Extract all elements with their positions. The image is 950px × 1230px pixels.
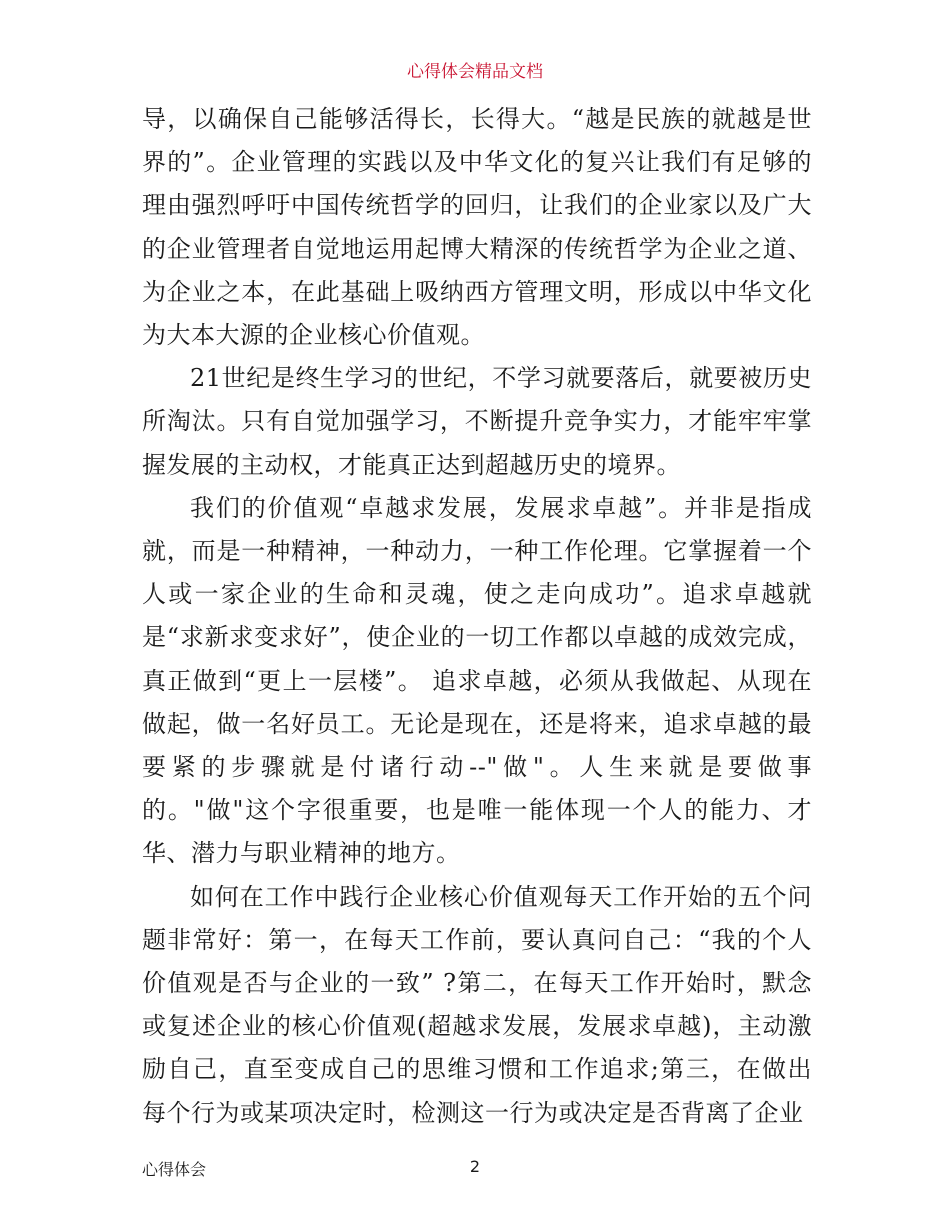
footer-page-number: 2 (469, 1157, 481, 1176)
paragraph-continuation: 导，以确保自己能够活得长，长得大。“越是民族的就越是世界的”。企业管理的实践以及中华文化的复兴让我们有足够的理由强烈呼吁中国传统哲学的回归，让我们的企业家以及广大的企业管理者自觉地运用起博大精深的传统哲学为企业之道、为企业之本，在此基础上吸纳西方管理文明，形成以中华文化为大本大源的企业核心价值观。 (142, 105, 812, 350)
footer-label: 心得体会 (142, 1160, 207, 1179)
page-header-title: 心得体会精品文档 (407, 62, 543, 82)
document-body (142, 98, 812, 1135)
paragraph-lifelong-learning: 21世纪是终生学习的世纪，不学习就要落后，就要被历史所淘汰。只有自觉加强学习，不断提升竞争实力，才能牢牢掌握发展的主动权，才能真正达到超越历史的境界。 (142, 364, 812, 479)
paragraph-practice-core-values: 如何在工作中践行企业核心价值观每天工作开始的五个问题非常好：第一，在每天工作前，要认真问自己：“我的个人价值观是否与企业的一致” ?第二，在每天工作开始时，默念或复述企业的核心价值观(超越求发展，发展求卓越)，主动激励自己，直至变成自己的思维习惯和工作追求;第三，在做出每个行为或某项决定时，检测这一行为或决定是否背离了企业 (142, 882, 812, 1127)
paragraph-values-excellence: 我们的价值观“卓越求发展，发展求卓越”。并非是指成就，而是一种精神，一种动力，一种工作伦理。它掌握着一个人或一家企业的生命和灵魂，使之走向成功”。追求卓越就是“求新求变求好”，使企业的一切工作都以卓越的成效完成，真正做到“更上一层楼”。 追求卓越，必须从我做起、从现在做起，做一名好员工。无论是现在，还是将来，追求卓越的最要紧的步骤就是付诸行动--"做"。人生来就是要做事的。"做"这个字很重要，也是唯一能体现一个人的能力、才华、潜力与职业精神的地方。 (142, 493, 812, 868)
